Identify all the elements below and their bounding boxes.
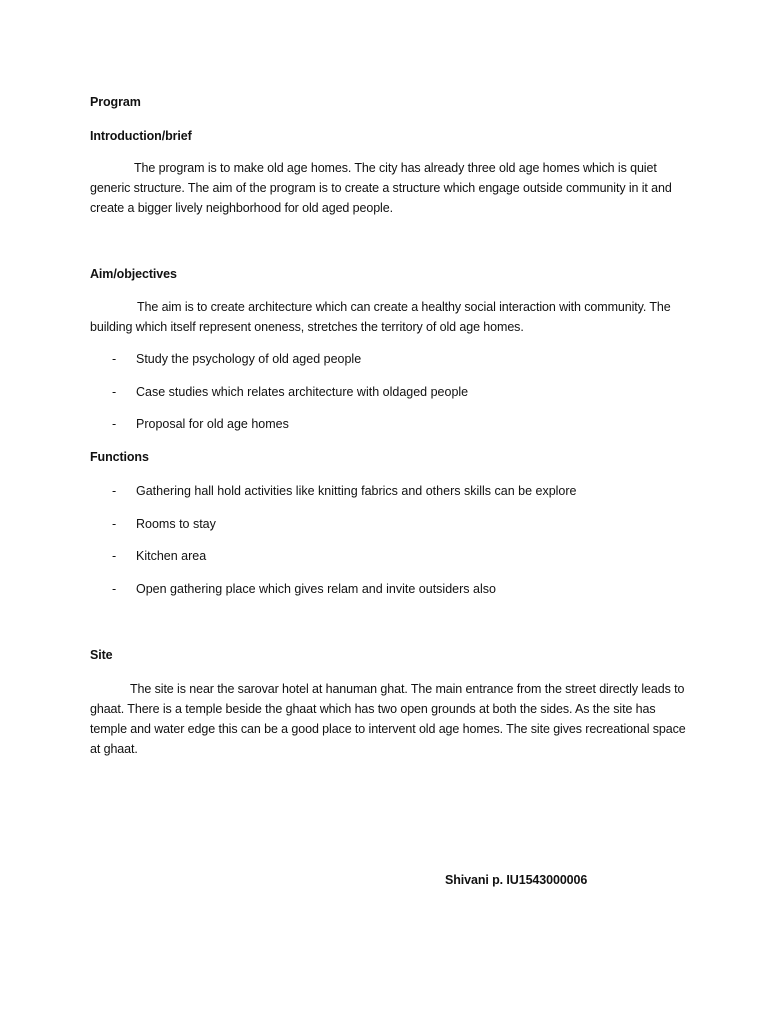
aim-paragraph: The aim is to create architecture which can create a healthy social interaction with community. The building which itself represent oneness, stretches the territory of old age homes. xyxy=(90,300,671,334)
aim-heading: Aim/objectives xyxy=(90,267,177,281)
bullet-dash: - xyxy=(112,582,117,596)
document-title: Program xyxy=(90,95,141,109)
bullet-dash: - xyxy=(112,517,117,531)
list-item-text: Open gathering place which gives relam and invite outsiders also xyxy=(136,582,496,596)
intro-paragraph: The program is to make old age homes. The city has already three old age homes which is quiet generic structure. The aim of the program is to create a structure which engage outside community in it and create a bigger lively neighborhood for old aged people. xyxy=(90,161,672,215)
list-item-text: Kitchen area xyxy=(136,549,207,563)
intro-heading: Introduction/brief xyxy=(90,129,192,143)
site-paragraph: The site is near the sarovar hotel at hanuman ghat. The main entrance from the street directly leads to ghaat. There is a temple beside the ghaat which has two open grounds at both the sides. As the site has temple and water edge this can be a good place to intervent old age homes. The site gives recreational space at ghaat. xyxy=(90,682,686,756)
functions-heading: Functions xyxy=(90,450,149,464)
bullet-dash: - xyxy=(112,417,117,431)
list-item-text: Gathering hall hold activities like knitting fabrics and others skills can be explore xyxy=(136,484,577,498)
bullet-dash: - xyxy=(112,549,117,563)
bullet-dash: - xyxy=(112,484,117,498)
site-heading: Site xyxy=(90,648,113,662)
bullet-dash: - xyxy=(112,352,117,366)
bullet-dash: - xyxy=(112,385,117,399)
list-item-text: Case studies which relates architecture with oldaged people xyxy=(136,385,469,399)
list-item-text: Study the psychology of old aged people xyxy=(136,352,362,366)
list-item-text: Rooms to stay xyxy=(136,517,216,531)
author-signature: Shivani p. IU1543000006 xyxy=(445,873,588,887)
list-item-text: Proposal for old age homes xyxy=(136,417,289,431)
